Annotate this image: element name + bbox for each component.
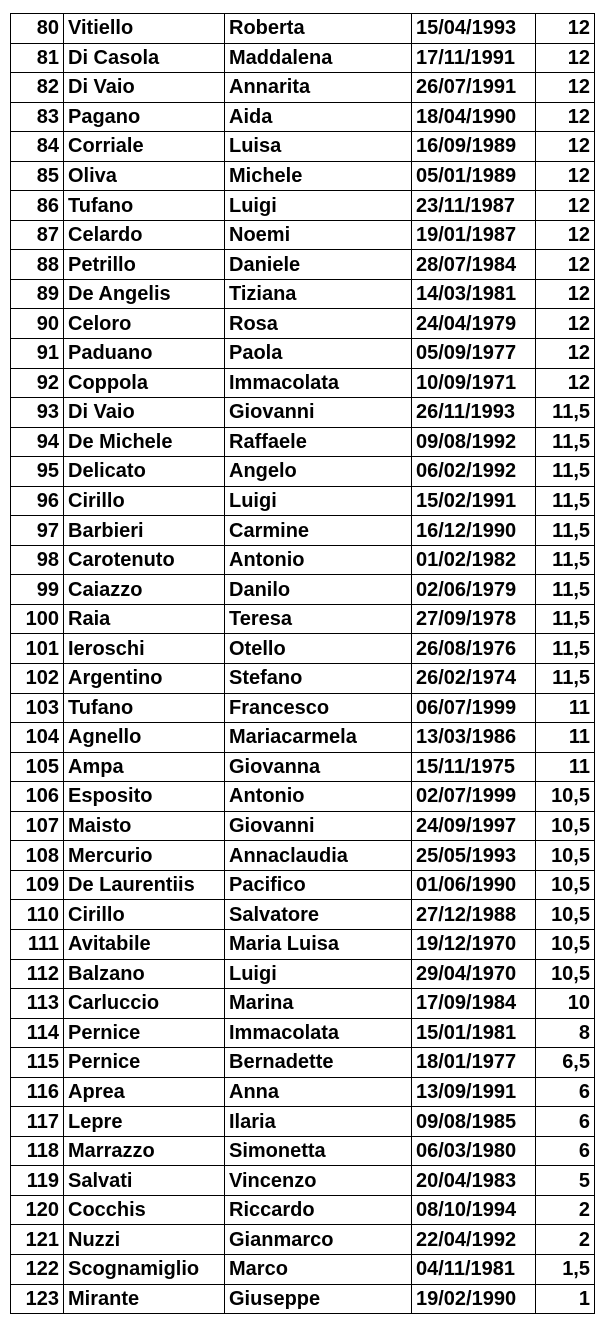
birth-date-cell: 06/07/1999 — [412, 693, 536, 723]
birth-date-cell: 13/09/1991 — [412, 1077, 536, 1107]
birth-date-cell: 17/09/1984 — [412, 989, 536, 1019]
table-row — [11, 1136, 595, 1166]
first-name-cell: Simonetta — [225, 1136, 412, 1166]
first-name-cell: Giovanni — [225, 811, 412, 841]
rank-number: 98 — [11, 545, 64, 575]
score-cell: 8 — [536, 1018, 595, 1048]
table-row — [11, 870, 595, 900]
surname-cell: Oliva — [64, 161, 225, 191]
surname-cell: Scognamiglio — [64, 1254, 225, 1284]
rank-number: 87 — [11, 220, 64, 250]
table-row — [11, 516, 595, 546]
ranking-table — [10, 13, 595, 1314]
first-name-cell: Roberta — [225, 14, 412, 44]
table-row — [11, 604, 595, 634]
table-row — [11, 841, 595, 871]
table-row — [11, 398, 595, 428]
first-name-cell: Luigi — [225, 959, 412, 989]
rank-number: 106 — [11, 782, 64, 812]
rank-number: 117 — [11, 1107, 64, 1137]
surname-cell: Agnello — [64, 723, 225, 753]
score-cell: 12 — [536, 43, 595, 73]
birth-date-cell: 05/09/1977 — [412, 339, 536, 369]
table-row — [11, 279, 595, 309]
score-cell: 12 — [536, 368, 595, 398]
surname-cell: Salvati — [64, 1166, 225, 1196]
table-row — [11, 486, 595, 516]
table-row — [11, 250, 595, 280]
score-cell: 11,5 — [536, 457, 595, 487]
surname-cell: Di Vaio — [64, 73, 225, 103]
rank-number: 80 — [11, 14, 64, 44]
rank-number: 90 — [11, 309, 64, 339]
surname-cell: Vitiello — [64, 14, 225, 44]
surname-cell: Celardo — [64, 220, 225, 250]
birth-date-cell: 15/02/1991 — [412, 486, 536, 516]
birth-date-cell: 15/11/1975 — [412, 752, 536, 782]
birth-date-cell: 09/08/1985 — [412, 1107, 536, 1137]
table-row — [11, 959, 595, 989]
score-cell: 6 — [536, 1107, 595, 1137]
score-cell: 2 — [536, 1195, 595, 1225]
first-name-cell: Giovanni — [225, 398, 412, 428]
rank-number: 82 — [11, 73, 64, 103]
score-cell: 12 — [536, 161, 595, 191]
birth-date-cell: 26/02/1974 — [412, 664, 536, 694]
surname-cell: Coppola — [64, 368, 225, 398]
rank-number: 100 — [11, 604, 64, 634]
rank-number: 91 — [11, 339, 64, 369]
first-name-cell: Otello — [225, 634, 412, 664]
score-cell: 12 — [536, 73, 595, 103]
first-name-cell: Ilaria — [225, 1107, 412, 1137]
surname-cell: Cocchis — [64, 1195, 225, 1225]
birth-date-cell: 17/11/1991 — [412, 43, 536, 73]
first-name-cell: Teresa — [225, 604, 412, 634]
table-row — [11, 929, 595, 959]
surname-cell: Ampa — [64, 752, 225, 782]
first-name-cell: Michele — [225, 161, 412, 191]
surname-cell: Mirante — [64, 1284, 225, 1314]
table-row — [11, 220, 595, 250]
surname-cell: Tufano — [64, 693, 225, 723]
table-row — [11, 545, 595, 575]
score-cell: 10 — [536, 989, 595, 1019]
birth-date-cell: 22/04/1992 — [412, 1225, 536, 1255]
table-row — [11, 102, 595, 132]
rank-number: 99 — [11, 575, 64, 605]
score-cell: 11,5 — [536, 634, 595, 664]
rank-number: 92 — [11, 368, 64, 398]
first-name-cell: Marco — [225, 1254, 412, 1284]
rank-number: 123 — [11, 1284, 64, 1314]
score-cell: 10,5 — [536, 841, 595, 871]
table-row — [11, 1077, 595, 1107]
first-name-cell: Tiziana — [225, 279, 412, 309]
rank-number: 83 — [11, 102, 64, 132]
birth-date-cell: 01/06/1990 — [412, 870, 536, 900]
surname-cell: Balzano — [64, 959, 225, 989]
table-row — [11, 723, 595, 753]
surname-cell: Raia — [64, 604, 225, 634]
score-cell: 1 — [536, 1284, 595, 1314]
table-row — [11, 14, 595, 44]
score-cell: 11,5 — [536, 427, 595, 457]
table-row — [11, 1018, 595, 1048]
birth-date-cell: 28/07/1984 — [412, 250, 536, 280]
first-name-cell: Daniele — [225, 250, 412, 280]
first-name-cell: Annarita — [225, 73, 412, 103]
table-row — [11, 664, 595, 694]
score-cell: 11,5 — [536, 575, 595, 605]
rank-number: 97 — [11, 516, 64, 546]
table-row — [11, 1284, 595, 1314]
first-name-cell: Luisa — [225, 132, 412, 162]
rank-number: 85 — [11, 161, 64, 191]
score-cell: 10,5 — [536, 811, 595, 841]
rank-number: 111 — [11, 929, 64, 959]
rank-number: 116 — [11, 1077, 64, 1107]
rank-number: 113 — [11, 989, 64, 1019]
table-row — [11, 693, 595, 723]
rank-number: 115 — [11, 1048, 64, 1078]
rank-number: 93 — [11, 398, 64, 428]
rank-number: 119 — [11, 1166, 64, 1196]
table-row — [11, 989, 595, 1019]
surname-cell: Mercurio — [64, 841, 225, 871]
rank-number: 89 — [11, 279, 64, 309]
birth-date-cell: 19/01/1987 — [412, 220, 536, 250]
score-cell: 12 — [536, 250, 595, 280]
birth-date-cell: 04/11/1981 — [412, 1254, 536, 1284]
birth-date-cell: 27/09/1978 — [412, 604, 536, 634]
table-row — [11, 368, 595, 398]
table-row — [11, 161, 595, 191]
score-cell: 11,5 — [536, 664, 595, 694]
rank-number: 88 — [11, 250, 64, 280]
birth-date-cell: 06/02/1992 — [412, 457, 536, 487]
birth-date-cell: 13/03/1986 — [412, 723, 536, 753]
rank-number: 112 — [11, 959, 64, 989]
table-row — [11, 339, 595, 369]
birth-date-cell: 14/03/1981 — [412, 279, 536, 309]
first-name-cell: Danilo — [225, 575, 412, 605]
surname-cell: Argentino — [64, 664, 225, 694]
first-name-cell: Salvatore — [225, 900, 412, 930]
first-name-cell: Immacolata — [225, 1018, 412, 1048]
birth-date-cell: 08/10/1994 — [412, 1195, 536, 1225]
first-name-cell: Paola — [225, 339, 412, 369]
first-name-cell: Maddalena — [225, 43, 412, 73]
table-row — [11, 1107, 595, 1137]
table-row — [11, 43, 595, 73]
table-row — [11, 782, 595, 812]
first-name-cell: Vincenzo — [225, 1166, 412, 1196]
surname-cell: Celoro — [64, 309, 225, 339]
score-cell: 10,5 — [536, 870, 595, 900]
first-name-cell: Antonio — [225, 782, 412, 812]
table-row — [11, 191, 595, 221]
first-name-cell: Antonio — [225, 545, 412, 575]
first-name-cell: Stefano — [225, 664, 412, 694]
rank-number: 103 — [11, 693, 64, 723]
score-cell: 6 — [536, 1136, 595, 1166]
surname-cell: Pernice — [64, 1018, 225, 1048]
table-row — [11, 1048, 595, 1078]
rank-number: 114 — [11, 1018, 64, 1048]
surname-cell: Di Vaio — [64, 398, 225, 428]
birth-date-cell: 26/11/1993 — [412, 398, 536, 428]
first-name-cell: Francesco — [225, 693, 412, 723]
birth-date-cell: 19/12/1970 — [412, 929, 536, 959]
birth-date-cell: 06/03/1980 — [412, 1136, 536, 1166]
first-name-cell: Raffaele — [225, 427, 412, 457]
birth-date-cell: 02/07/1999 — [412, 782, 536, 812]
surname-cell: Cirillo — [64, 486, 225, 516]
first-name-cell: Bernadette — [225, 1048, 412, 1078]
birth-date-cell: 18/01/1977 — [412, 1048, 536, 1078]
score-cell: 11,5 — [536, 545, 595, 575]
table-row — [11, 811, 595, 841]
surname-cell: Petrillo — [64, 250, 225, 280]
table-row — [11, 309, 595, 339]
score-cell: 11,5 — [536, 398, 595, 428]
score-cell: 10,5 — [536, 900, 595, 930]
rank-number: 107 — [11, 811, 64, 841]
table-row — [11, 752, 595, 782]
score-cell: 11,5 — [536, 486, 595, 516]
first-name-cell: Annaclaudia — [225, 841, 412, 871]
first-name-cell: Pacifico — [225, 870, 412, 900]
score-cell: 1,5 — [536, 1254, 595, 1284]
first-name-cell: Luigi — [225, 486, 412, 516]
birth-date-cell: 05/01/1989 — [412, 161, 536, 191]
surname-cell: Carotenuto — [64, 545, 225, 575]
score-cell: 12 — [536, 220, 595, 250]
table-row — [11, 427, 595, 457]
surname-cell: Esposito — [64, 782, 225, 812]
surname-cell: Paduano — [64, 339, 225, 369]
birth-date-cell: 01/02/1982 — [412, 545, 536, 575]
birth-date-cell: 09/08/1992 — [412, 427, 536, 457]
score-cell: 6,5 — [536, 1048, 595, 1078]
score-cell: 5 — [536, 1166, 595, 1196]
surname-cell: Pernice — [64, 1048, 225, 1078]
first-name-cell: Carmine — [225, 516, 412, 546]
rank-number: 109 — [11, 870, 64, 900]
table-row — [11, 1166, 595, 1196]
table-row — [11, 132, 595, 162]
rank-number: 96 — [11, 486, 64, 516]
birth-date-cell: 24/09/1997 — [412, 811, 536, 841]
first-name-cell: Giovanna — [225, 752, 412, 782]
surname-cell: Delicato — [64, 457, 225, 487]
surname-cell: Pagano — [64, 102, 225, 132]
birth-date-cell: 26/07/1991 — [412, 73, 536, 103]
surname-cell: Carluccio — [64, 989, 225, 1019]
score-cell: 6 — [536, 1077, 595, 1107]
rank-number: 94 — [11, 427, 64, 457]
score-cell: 11 — [536, 693, 595, 723]
score-cell: 10,5 — [536, 782, 595, 812]
birth-date-cell: 25/05/1993 — [412, 841, 536, 871]
ranking-table-body — [11, 14, 595, 1314]
score-cell: 12 — [536, 279, 595, 309]
rank-number: 81 — [11, 43, 64, 73]
rank-number: 121 — [11, 1225, 64, 1255]
first-name-cell: Anna — [225, 1077, 412, 1107]
rank-number: 102 — [11, 664, 64, 694]
first-name-cell: Giuseppe — [225, 1284, 412, 1314]
table-row — [11, 900, 595, 930]
birth-date-cell: 02/06/1979 — [412, 575, 536, 605]
score-cell: 12 — [536, 14, 595, 44]
table-row — [11, 634, 595, 664]
rank-number: 110 — [11, 900, 64, 930]
birth-date-cell: 27/12/1988 — [412, 900, 536, 930]
first-name-cell: Immacolata — [225, 368, 412, 398]
surname-cell: Tufano — [64, 191, 225, 221]
birth-date-cell: 15/01/1981 — [412, 1018, 536, 1048]
score-cell: 12 — [536, 339, 595, 369]
surname-cell: Caiazzo — [64, 575, 225, 605]
surname-cell: Cirillo — [64, 900, 225, 930]
birth-date-cell: 23/11/1987 — [412, 191, 536, 221]
rank-number: 118 — [11, 1136, 64, 1166]
rank-number: 101 — [11, 634, 64, 664]
table-row — [11, 1195, 595, 1225]
birth-date-cell: 20/04/1983 — [412, 1166, 536, 1196]
score-cell: 10,5 — [536, 959, 595, 989]
birth-date-cell: 26/08/1976 — [412, 634, 536, 664]
first-name-cell: Gianmarco — [225, 1225, 412, 1255]
score-cell: 11,5 — [536, 604, 595, 634]
score-cell: 12 — [536, 132, 595, 162]
rank-number: 86 — [11, 191, 64, 221]
rank-number: 104 — [11, 723, 64, 753]
first-name-cell: Noemi — [225, 220, 412, 250]
rank-number: 120 — [11, 1195, 64, 1225]
surname-cell: Barbieri — [64, 516, 225, 546]
surname-cell: Avitabile — [64, 929, 225, 959]
birth-date-cell: 16/09/1989 — [412, 132, 536, 162]
first-name-cell: Luigi — [225, 191, 412, 221]
rank-number: 108 — [11, 841, 64, 871]
table-row — [11, 457, 595, 487]
score-cell: 12 — [536, 191, 595, 221]
table-row — [11, 73, 595, 103]
score-cell: 2 — [536, 1225, 595, 1255]
score-cell: 12 — [536, 309, 595, 339]
surname-cell: De Angelis — [64, 279, 225, 309]
first-name-cell: Angelo — [225, 457, 412, 487]
rank-number: 122 — [11, 1254, 64, 1284]
birth-date-cell: 18/04/1990 — [412, 102, 536, 132]
first-name-cell: Marina — [225, 989, 412, 1019]
first-name-cell: Riccardo — [225, 1195, 412, 1225]
surname-cell: Ieroschi — [64, 634, 225, 664]
birth-date-cell: 15/04/1993 — [412, 14, 536, 44]
table-row — [11, 1225, 595, 1255]
rank-number: 84 — [11, 132, 64, 162]
first-name-cell: Maria Luisa — [225, 929, 412, 959]
score-cell: 11 — [536, 723, 595, 753]
score-cell: 10,5 — [536, 929, 595, 959]
table-row — [11, 575, 595, 605]
surname-cell: De Michele — [64, 427, 225, 457]
surname-cell: Lepre — [64, 1107, 225, 1137]
surname-cell: Nuzzi — [64, 1225, 225, 1255]
score-cell: 11 — [536, 752, 595, 782]
first-name-cell: Mariacarmela — [225, 723, 412, 753]
surname-cell: Aprea — [64, 1077, 225, 1107]
surname-cell: Di Casola — [64, 43, 225, 73]
surname-cell: De Laurentiis — [64, 870, 225, 900]
first-name-cell: Rosa — [225, 309, 412, 339]
birth-date-cell: 16/12/1990 — [412, 516, 536, 546]
table-row — [11, 1254, 595, 1284]
rank-number: 105 — [11, 752, 64, 782]
score-cell: 12 — [536, 102, 595, 132]
score-cell: 11,5 — [536, 516, 595, 546]
birth-date-cell: 24/04/1979 — [412, 309, 536, 339]
birth-date-cell: 29/04/1970 — [412, 959, 536, 989]
surname-cell: Corriale — [64, 132, 225, 162]
first-name-cell: Aida — [225, 102, 412, 132]
birth-date-cell: 19/02/1990 — [412, 1284, 536, 1314]
birth-date-cell: 10/09/1971 — [412, 368, 536, 398]
surname-cell: Marrazzo — [64, 1136, 225, 1166]
rank-number: 95 — [11, 457, 64, 487]
surname-cell: Maisto — [64, 811, 225, 841]
